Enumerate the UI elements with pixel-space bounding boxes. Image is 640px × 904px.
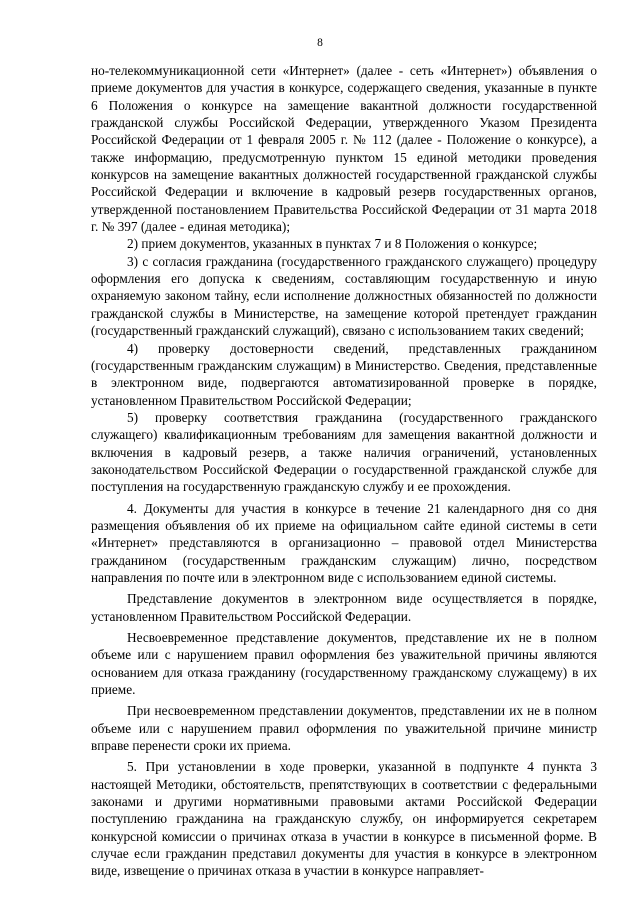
paragraph-late-submission: Несвоевременное представление документов, представление их не в полном объеме или с нарушением правил оформления без уважительной причины являются основанием для отказа гражданину (государственному гражданскому служащему) в их приеме. xyxy=(91,630,597,698)
paragraph-section-4: 4. Документы для участия в конкурсе в течение 21 календарного дня со дня размещения объявления об их приеме на официальном сайте единой системы в сети «Интернет» представляются в организационно – правовой отдел Министерства гражданином (государственным гражданским служащим) лично, посредством направления по почте или в электронном виде с использованием единой системы. xyxy=(91,500,597,585)
paragraph-item-3: 3) с согласия гражданина (государственного гражданского служащего) процедуру оформления его допуска к сведениям, составляющим государственную и иную охраняемую законом тайну, если исполнение должностных обязанностей по должности гражданской службы в Министерстве, на замещение которой претендует гражданин (государственный гражданский служащий), связано с использованием таких сведений; xyxy=(91,253,597,339)
page-number: 8 xyxy=(317,37,323,49)
paragraph-continuation: но-телекоммуникационной сети «Интернет» (далее - сеть «Интернет») объявления о приеме документов для участия в конкурсе, содержащего сведения, указанные в пункте 6 Положения о конкурсе на замещение вакантной должности государственной гражданской службы Российской Федерации, утвержденного Указом Президента Российской Федерации от 1 февраля 2005 г. № 112 (далее - Положение о конкурсе), а также информацию, предусмотренную пунктом 15 единой методики проведения конкурсов на замещение вакантных должностей государственной гражданской службы Российской Федерации и включение в кадровый резерв государственных органов, утвержденной постановлением Правительства Российской Федерации от 31 марта 2018 г. № 397 (далее - единая методика); xyxy=(91,63,597,235)
paragraph-item-4: 4) проверку достоверности сведений, представленных гражданином (государственным гражданским служащим) в Министерство. Сведения, представленные в электронном виде, подвергаются автоматизированной проверке в порядке, установленном Правительством Российской Федерации; xyxy=(91,340,597,408)
document-body xyxy=(91,62,597,880)
paragraph-deadline-extension: При несвоевременном представлении документов, представлении их не в полном объеме или с нарушением правил оформления по уважительной причине министр вправе перенести сроки их приема. xyxy=(91,703,597,754)
paragraph-item-5: 5) проверку соответствия гражданина (государственного гражданского служащего) квалификационным требованиям для замещения вакантной должности и включения в кадровый резерв, а также наличия ограничений, установленных законодательством Российской Федерации о государственной гражданской службе для поступления на государственную гражданскую службу и ее прохождения. xyxy=(91,409,597,495)
paragraph-item-2: 2) прием документов, указанных в пунктах 7 и 8 Положения о конкурсе; xyxy=(127,236,538,252)
paragraph-section-5: 5. При установлении в ходе проверки, указанной в подпункте 4 пункта 3 настоящей Методики, обстоятельств, препятствующих в соответствии с федеральными законами и другими нормативными правовыми актами Российской Федерации поступлению гражданина на гражданскую службу, он информируется секретарем конкурсной комиссии о причинах отказа в участии в конкурсе в письменной форме. В случае если гражданин представил документы для участия в конкурсе в электронном виде, извещение о причинах отказа в участии в конкурсе направляет- xyxy=(91,759,597,879)
paragraph-electronic-submission: Представление документов в электронном виде осуществляется в порядке, установленном Правительством Российской Федерации. xyxy=(91,591,597,624)
